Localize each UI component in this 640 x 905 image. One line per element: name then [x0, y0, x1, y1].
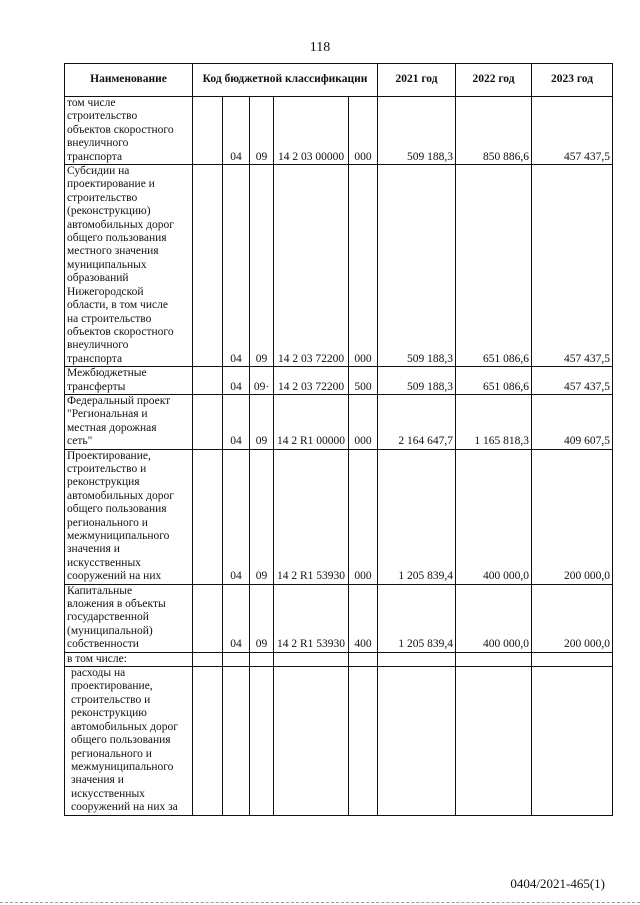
value-2022: 1 165 818,3 — [456, 394, 532, 449]
code-target-article: 14 2 03 00000 — [274, 97, 349, 165]
value-2021 — [378, 652, 456, 666]
row-name: расходы на проектирование, строительство и реконструкцию автомобильных дорог общего пользования регионального и межмуниципального значения и искусственных сооружений на них за — [65, 667, 193, 815]
table-row — [65, 367, 613, 395]
code-subsection: 09 — [250, 584, 274, 652]
row-name: Субсидии на проектирование и строительство (реконструкцию) автомобильных дорог общего пользования местного значения муниципальных образований Нижегородской области, в том числе на строительство объектов скоростного внеуличного транспорта — [65, 165, 193, 367]
table-row — [65, 97, 613, 165]
value-2023: 409 607,5 — [532, 394, 613, 449]
table-row — [65, 165, 613, 367]
header-name: Наименование — [65, 64, 193, 97]
code-subsection — [250, 652, 274, 666]
code-subsection: 09· — [250, 367, 274, 395]
table-row — [65, 449, 613, 584]
value-2022: 651 086,6 — [456, 165, 532, 367]
code-admin — [193, 667, 223, 815]
code-section — [223, 667, 250, 815]
table-row — [65, 584, 613, 652]
value-2023 — [532, 652, 613, 666]
page-number: 118 — [309, 40, 331, 55]
code-expense-type: 000 — [349, 97, 378, 165]
header-2022: 2022 год — [456, 64, 532, 97]
code-expense-type: 000 — [349, 449, 378, 584]
value-2023 — [532, 667, 613, 815]
value-2021: 509 188,3 — [378, 97, 456, 165]
code-target-article: 14 2 R1 00000 — [274, 394, 349, 449]
header-code: Код бюджетной классификации — [193, 64, 378, 97]
table-row — [65, 667, 613, 815]
code-admin — [193, 97, 223, 165]
code-expense-type: 400 — [349, 584, 378, 652]
row-name: Межбюджетные трансферты — [65, 367, 193, 395]
code-expense-type: 500 — [349, 367, 378, 395]
value-2022 — [456, 667, 532, 815]
code-admin — [193, 394, 223, 449]
code-expense-type: 000 — [349, 165, 378, 367]
value-2021: 2 164 647,7 — [378, 394, 456, 449]
value-2021: 509 188,3 — [378, 367, 456, 395]
row-name: Капитальные вложения в объекты государственной (муниципальной) собственности — [65, 584, 193, 652]
value-2021: 1 205 839,4 — [378, 584, 456, 652]
row-name: Федеральный проект "Региональная и местная дорожная сеть" — [65, 394, 193, 449]
code-expense-type: 000 — [349, 394, 378, 449]
budget-table — [64, 63, 613, 816]
code-section: 04 — [223, 367, 250, 395]
code-target-article: 14 2 03 72200 — [274, 367, 349, 395]
value-2023: 457 437,5 — [532, 165, 613, 367]
value-2021: 1 205 839,4 — [378, 449, 456, 584]
value-2021 — [378, 667, 456, 815]
document-code: 0404/2021-465(1) — [510, 876, 605, 891]
code-admin — [193, 367, 223, 395]
code-subsection: 09 — [250, 394, 274, 449]
code-section — [223, 652, 250, 666]
code-section: 04 — [223, 584, 250, 652]
code-section: 04 — [223, 394, 250, 449]
code-target-article — [274, 652, 349, 666]
header-row — [65, 64, 613, 97]
row-name: том числе строительство объектов скоростного внеуличного транспорта — [65, 97, 193, 165]
value-2022: 400 000,0 — [456, 449, 532, 584]
code-section: 04 — [223, 165, 250, 367]
value-2023: 200 000,0 — [532, 584, 613, 652]
code-admin — [193, 449, 223, 584]
header-2023: 2023 год — [532, 64, 613, 97]
value-2023: 200 000,0 — [532, 449, 613, 584]
code-subsection — [250, 667, 274, 815]
header-2021: 2021 год — [378, 64, 456, 97]
code-target-article — [274, 667, 349, 815]
value-2023: 457 437,5 — [532, 97, 613, 165]
table-row — [65, 394, 613, 449]
code-subsection: 09 — [250, 165, 274, 367]
code-section: 04 — [223, 449, 250, 584]
row-name: Проектирование, строительство и реконструкция автомобильных дорог общего пользования регионального и межмуниципального значения и искусственных сооружений на них — [65, 449, 193, 584]
value-2022 — [456, 652, 532, 666]
table-row — [65, 652, 613, 666]
value-2022: 651 086,6 — [456, 367, 532, 395]
code-admin — [193, 165, 223, 367]
value-2023: 457 437,5 — [532, 367, 613, 395]
row-name: в том числе: — [65, 652, 193, 666]
value-2021: 509 188,3 — [378, 165, 456, 367]
code-target-article: 14 2 03 72200 — [274, 165, 349, 367]
code-admin — [193, 652, 223, 666]
value-2022: 850 886,6 — [456, 97, 532, 165]
code-expense-type — [349, 667, 378, 815]
code-section: 04 — [223, 97, 250, 165]
bottom-rule — [0, 902, 640, 903]
code-target-article: 14 2 R1 53930 — [274, 449, 349, 584]
code-subsection: 09 — [250, 449, 274, 584]
code-target-article: 14 2 R1 53930 — [274, 584, 349, 652]
code-expense-type — [349, 652, 378, 666]
code-subsection: 09 — [250, 97, 274, 165]
value-2022: 400 000,0 — [456, 584, 532, 652]
code-admin — [193, 584, 223, 652]
